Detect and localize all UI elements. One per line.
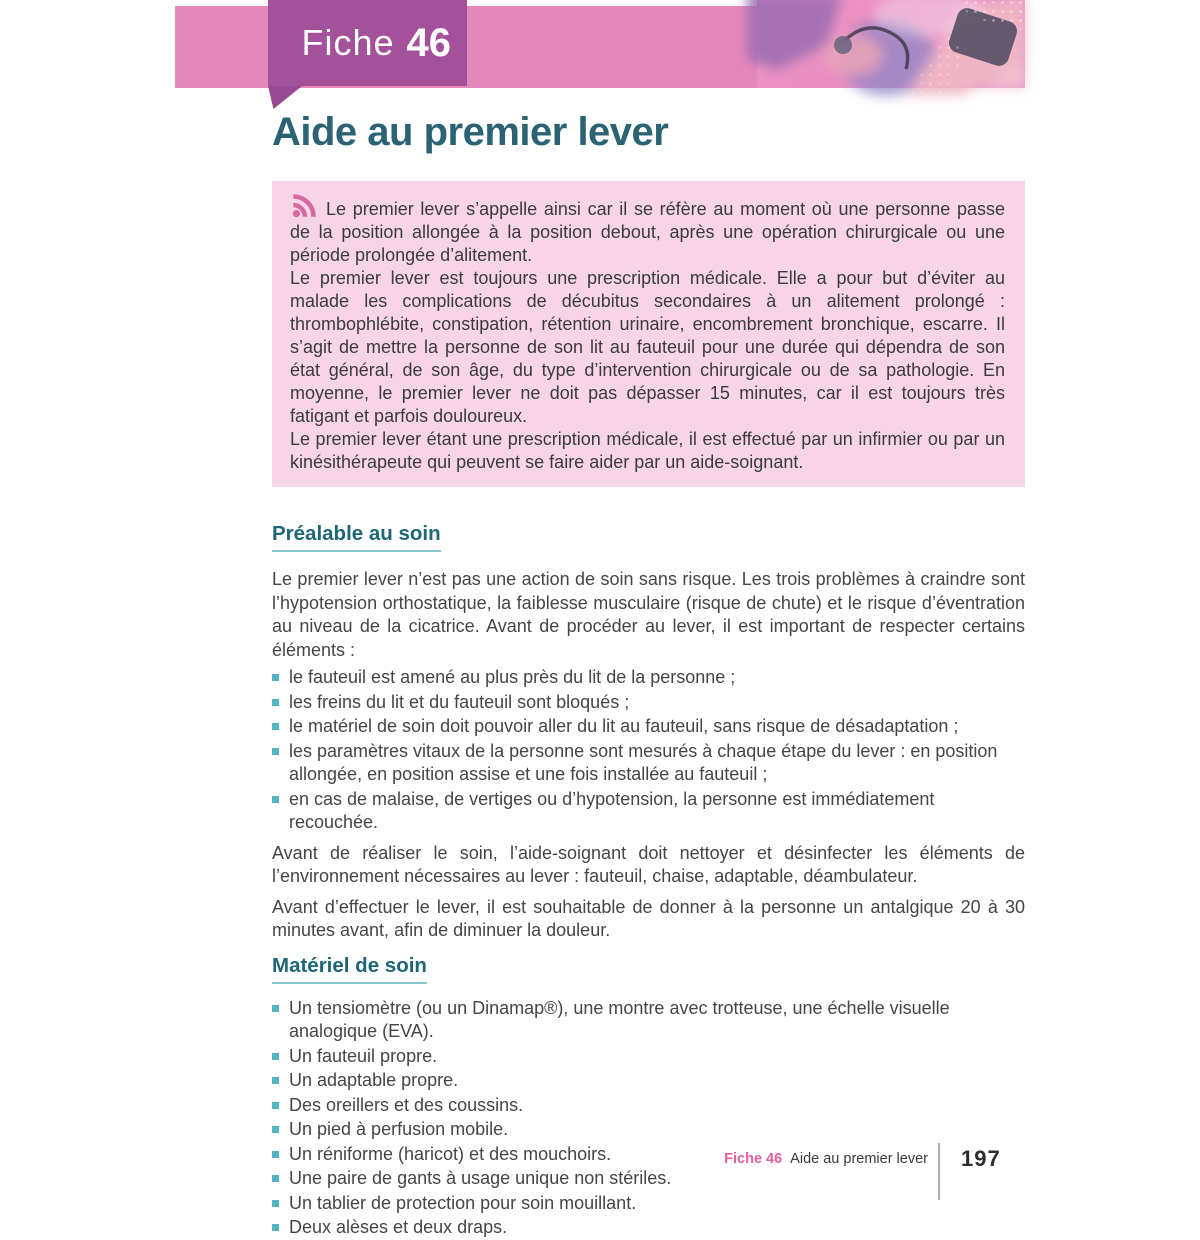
intro-paragraph: Le premier lever étant une prescription médicale, il est effectué par un infirmier ou par un kinésithérapeute qui peuvent se faire aider par un aide-soignant. — [290, 429, 1005, 472]
bullet-square-icon — [272, 1200, 279, 1207]
fiche-number: 46 — [406, 20, 451, 65]
list-item-text: le matériel de soin doit pouvoir aller du lit au fauteuil, sans risque de désadaptation ; — [289, 716, 959, 736]
fiche-label: Fiche — [301, 22, 395, 63]
list-item-text: les freins du lit et du fauteuil sont bloqués ; — [289, 691, 630, 712]
footer-chapter-title: Aide au premier lever — [790, 1151, 928, 1167]
bullet-square-icon — [272, 1077, 279, 1084]
fiche-number-tab — [268, 0, 467, 86]
intro-paragraph-text: Le premier lever s’appelle ainsi car il se réfère au moment où une personne passe de la position allongée à la position debout, après une opération chirurgicale ou une période prolongée d’alitement. — [290, 199, 1005, 265]
materiel-bullet-list — [272, 997, 1025, 1240]
list-item-text: Un fauteuil propre. — [289, 1045, 438, 1066]
footer-fiche-label: Fiche 46 — [724, 1151, 783, 1167]
list-item — [272, 1094, 1025, 1118]
section-intro-paragraph: Le premier lever n’est pas une action de soin sans risque. Les trois problèmes à craindre sont l’hypotension orthostatique, la faiblesse musculaire (risque de chute) et le risque d’éventration au niveau de la cicatrice. Avant de procéder au lever, il est important de respecter certains éléments : — [272, 569, 1025, 660]
list-item — [272, 1118, 1025, 1142]
list-item-text: Un réniforme (haricot) et des mouchoirs. — [289, 1143, 612, 1164]
intro-highlight-box — [272, 181, 1025, 487]
section-prealable-au-soin — [272, 523, 1025, 943]
bullet-square-icon — [272, 1102, 279, 1109]
bullet-square-icon — [272, 1005, 279, 1012]
intro-paragraph — [290, 194, 1005, 267]
list-item — [272, 788, 1025, 835]
list-item-text: Deux alèses et deux draps. — [289, 1217, 508, 1237]
list-item-text: Un adaptable propre. — [289, 1070, 459, 1090]
list-item-text: Un tensiomètre (ou un Dinamap®), une montre avec trotteuse, une échelle visuelle analogique (EVA). — [289, 997, 950, 1041]
footer-divider — [938, 1143, 940, 1200]
list-item-text: Une paire de gants à usage unique non stériles. — [289, 1168, 672, 1188]
list-item-text: en cas de malaise, de vertiges ou d’hypotension, la personne est immédiatement recouchée. — [289, 788, 935, 832]
list-item — [272, 666, 1025, 690]
page-title: Aide au premier lever — [272, 110, 669, 154]
list-item — [272, 1216, 1025, 1240]
page-number: 197 — [961, 1146, 1001, 1171]
bullet-square-icon — [272, 674, 279, 681]
section-paragraph: Avant d’effectuer le lever, il est souhaitable de donner à la personne un antalgique 20 à 30 minutes avant, afin de diminuer la douleur. — [272, 896, 1025, 940]
list-item — [272, 715, 1025, 739]
intro-paragraph: Le premier lever est toujours une prescription médicale. Elle a pour but d’éviter au malade les complications de décubitus secondaires à un alitement prolongé : thrombophlébite, constipation, rétention urinaire, encombrement bronchique, escarre. Il s’agit de mettre la personne de son lit au fauteuil pour une durée qui dépendra de son état général, de son âge, du type d’intervention chirurgicale ou de sa pathologie. En moyenne, le premier lever ne doit pas dépasser 15 minutes, car il est toujours très fatigant et parfois douloureux. — [290, 268, 1005, 426]
list-item-text: le fauteuil est amené au plus près du lit de la personne ; — [289, 667, 736, 687]
list-item — [272, 1045, 1025, 1069]
section-heading: Matériel de soin — [272, 955, 427, 984]
bullet-square-icon — [272, 1224, 279, 1231]
footer-running-title — [724, 1151, 928, 1167]
section-heading: Préalable au soin — [272, 523, 441, 552]
bullet-square-icon — [272, 748, 279, 755]
blood-pressure-photo — [757, 0, 1025, 88]
list-item — [272, 997, 1025, 1044]
bullet-square-icon — [272, 1126, 279, 1133]
section-paragraph: Avant de réaliser le soin, l’aide-soignant doit nettoyer et désinfecter les éléments de l’environnement nécessaires au lever : fauteuil, chaise, adaptable, déambulateur. — [272, 842, 1025, 886]
prealable-bullet-list — [272, 666, 1025, 835]
page-footer — [0, 1143, 1200, 1200]
bullet-square-icon — [272, 723, 279, 730]
list-item — [272, 1069, 1025, 1093]
bullet-square-icon — [272, 699, 279, 706]
bullet-square-icon — [272, 796, 279, 803]
list-item-text: Un tablier de protection pour soin mouillant. — [289, 1192, 637, 1213]
list-item-text: Un pied à perfusion mobile. — [289, 1119, 509, 1139]
photo-illustration — [757, 0, 1025, 88]
list-item — [272, 740, 1025, 787]
main-content — [272, 110, 1025, 1240]
list-item-text: les paramètres vitaux de la personne sont mesurés à chaque étape du lever : en position allongée, en position assise et une fois installée au fauteuil ; — [289, 740, 998, 784]
list-item — [272, 691, 1025, 715]
feed-arcs-icon — [290, 194, 317, 219]
bullet-square-icon — [272, 1053, 279, 1060]
fiche-tab-tail — [268, 86, 302, 109]
list-item-text: Des oreillers et des coussins. — [289, 1094, 524, 1115]
